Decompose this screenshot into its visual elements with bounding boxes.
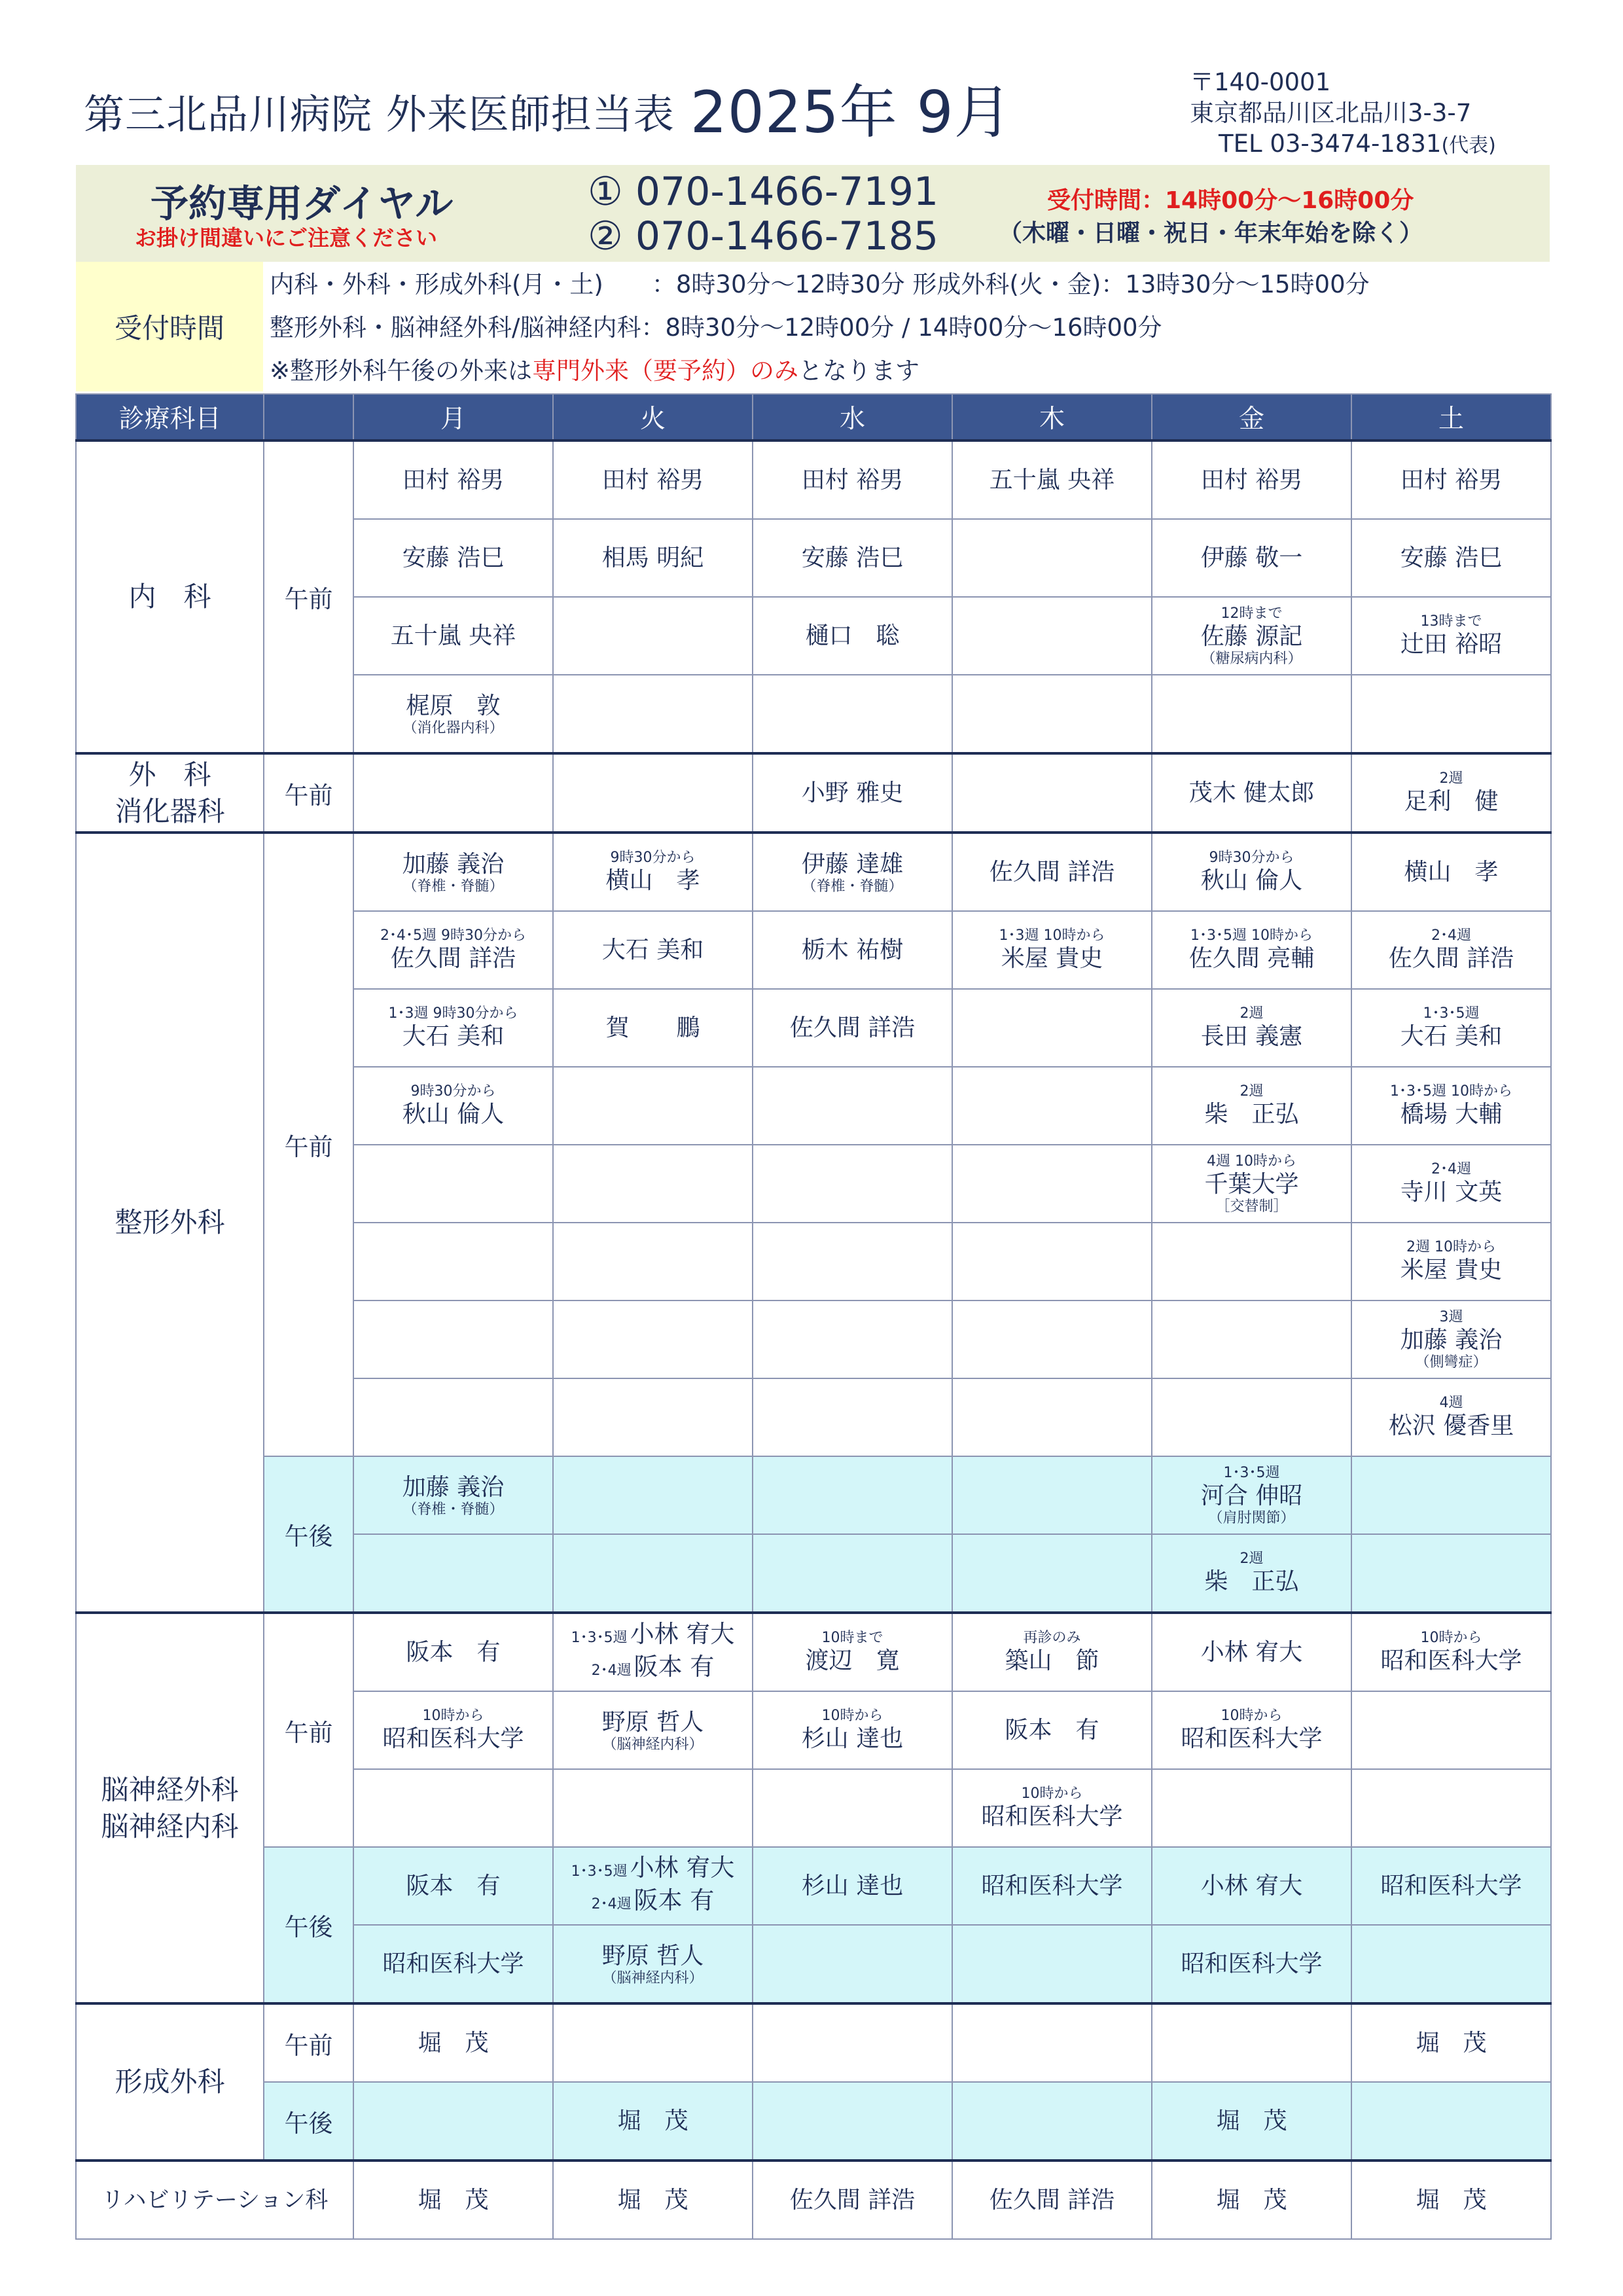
doctor-name: 昭和医科大学	[981, 1872, 1123, 1899]
doctor-name: 梶原 敦	[406, 692, 501, 719]
doctor-name: 堀 茂	[617, 2107, 688, 2134]
doctor-name: 杉山 達也	[801, 1872, 904, 1899]
doctor-name: 秋山 倫人	[1200, 867, 1303, 894]
doctor-name: 堀 茂	[1416, 2186, 1487, 2214]
doctor-name: 昭和医科大学	[981, 1803, 1123, 1830]
dial-phone-1[interactable]: ① 070-1466-7191	[588, 169, 939, 215]
schedule-note: 4週 10時から	[1207, 1153, 1296, 1170]
dial-warning: お掛け間違いにご注意ください	[135, 225, 437, 251]
doctor-name: 足利 健	[1404, 788, 1499, 815]
session-am: 午前	[264, 1613, 353, 1847]
reservation-dial-box	[76, 165, 1550, 262]
doctor-name: 大石 美和	[601, 936, 704, 963]
header-department: 診療科目	[76, 394, 264, 440]
schedule-note: 4週	[1439, 1395, 1463, 1411]
schedule-note: 1･3･5週 10時から	[1390, 1083, 1512, 1100]
doctor-name: 昭和医科大学	[1181, 1950, 1323, 1977]
doctor-name: 辻田 裕昭	[1400, 631, 1503, 658]
doctor-name: 小林 宥大	[630, 1853, 735, 1882]
doctor-name: 橋場 大輔	[1400, 1101, 1503, 1128]
table-frame	[75, 393, 1548, 2296]
doctor-name: 佐久間 詳浩	[390, 945, 516, 972]
header-day: 土	[1351, 394, 1551, 440]
schedule-note: 9時30分から	[410, 1083, 496, 1100]
doctor-name: 堀 茂	[617, 2186, 688, 2214]
doctor-name: 加藤 義治	[1400, 1327, 1503, 1354]
schedule-note: 2･4週	[1431, 1161, 1471, 1177]
department-label: 整形外科	[115, 1206, 225, 1238]
street-address: 東京都品川区北品川3-3-7	[1190, 99, 1472, 127]
specialty-note: （脊椎・脊髄）	[402, 878, 504, 895]
dial-label: 予約専用ダイヤル	[151, 181, 454, 226]
doctor-name: 安藤 浩巳	[402, 544, 505, 571]
year-month: 2025年 9月	[690, 79, 1012, 146]
reception-label: 受付時間	[76, 262, 263, 391]
doctor-name: 横山 孝	[1404, 858, 1499, 886]
doctor-name: 栃木 祐樹	[801, 936, 904, 963]
doctor-name: 堀 茂	[418, 2186, 489, 2214]
schedule-note: 2･4週	[1431, 927, 1471, 944]
doctor-name: 杉山 達也	[801, 1725, 904, 1752]
doctor-name: 阪本 有	[633, 1886, 715, 1914]
doctor-name: 佐久間 詳浩	[989, 858, 1115, 886]
department-label: リハビリテーション科	[101, 2187, 329, 2214]
doctor-name: 佐久間 亮輔	[1188, 945, 1315, 972]
doctor-name: 小林 宥大	[1200, 1638, 1303, 1666]
doctor-name: 野原 哲人	[601, 1708, 704, 1736]
doctor-name: 五十嵐 央祥	[989, 466, 1115, 493]
reception-line-2: 整形外科・脳神経外科/脳神経内科：8時30分～12時00分 / 14時00分～16時00分	[270, 314, 1162, 342]
schedule-note: 1･3週 10時から	[999, 927, 1105, 944]
doctor-name: 茂木 健太郎	[1188, 779, 1315, 806]
doctor-name: 伊藤 達雄	[801, 850, 904, 878]
department-label: 内 科	[128, 581, 211, 613]
specialty-note: ［交替制］	[1215, 1198, 1288, 1215]
doctor-name: 昭和医科大学	[1380, 1647, 1522, 1674]
reception-line-3: ※整形外科午後の外来は専門外来（要予約）のみとなります	[270, 357, 920, 385]
doctor-name: 阪本 有	[406, 1638, 501, 1666]
schedule-note: 3週	[1439, 1309, 1463, 1325]
doctor-name: 伊藤 敬一	[1200, 544, 1303, 571]
schedule-note: 9時30分から	[610, 850, 696, 866]
page-title	[84, 63, 1012, 145]
week-note: 1･3･5週	[571, 1629, 628, 1646]
schedule-note: 10時から	[1420, 1630, 1482, 1646]
doctor-name: 堀 茂	[1216, 2186, 1287, 2214]
schedule-note: 10時から	[1021, 1785, 1083, 1802]
header-day: 月	[353, 394, 553, 440]
doctor-name: 堀 茂	[1216, 2107, 1287, 2134]
schedule-note: 2週	[1240, 1083, 1264, 1100]
session-am: 午前	[264, 753, 353, 833]
doctor-name: 阪本 有	[1005, 1716, 1099, 1744]
doctor-name: 秋山 倫人	[402, 1101, 505, 1128]
reception-line-1: 内科・外科・形成外科(月・土) ：8時30分～12時30分 形成外科(火・金)：13時30分～15時00分	[270, 270, 1370, 298]
specialty-note: （脳神経内科）	[602, 1969, 704, 1986]
doctor-name: 渡辺 寛	[805, 1647, 900, 1674]
session-am: 午前	[264, 833, 353, 1456]
doctor-name: 米屋 貴史	[1400, 1257, 1503, 1283]
header-day: 金	[1152, 394, 1351, 440]
schedule-note: 2週 10時から	[1406, 1239, 1496, 1255]
session-am: 午前	[264, 440, 353, 753]
schedule-note: 1･3･5週	[1223, 1465, 1280, 1481]
schedule-note: 9時30分から	[1209, 850, 1294, 866]
main-phone: TEL 03-3474-1831	[1219, 130, 1442, 158]
doctor-name: 田村 裕男	[1200, 466, 1303, 493]
doctor-name: 寺川 文英	[1400, 1179, 1503, 1206]
doctor-name: 堀 茂	[418, 2029, 489, 2056]
header-day: 火	[553, 394, 753, 440]
department-label: 外 科	[128, 758, 211, 791]
doctor-name: 阪本 有	[633, 1652, 715, 1681]
doctor-name: 佐藤 源記	[1200, 623, 1303, 650]
schedule-note: 1･3週 9時30分から	[388, 1005, 518, 1022]
department-label: 脳神経内科	[101, 1810, 239, 1842]
doctor-name: 五十嵐 央祥	[390, 622, 516, 649]
doctor-name: 樋口 聡	[805, 622, 900, 649]
doctor-name: 昭和医科大学	[1380, 1872, 1522, 1899]
dial-hours-note: （木曜・日曜・祝日・年末年始を除く）	[999, 220, 1423, 247]
dial-phone-2[interactable]: ② 070-1466-7185	[588, 213, 939, 259]
doctor-name: 柴 正弘	[1204, 1101, 1299, 1128]
doctor-name: 築山 節	[1005, 1647, 1099, 1674]
doctor-name: 佐久間 詳浩	[1388, 945, 1514, 972]
hospital-title: 第三北品川病院 外来医師担当表	[84, 90, 675, 138]
department-label: 脳神経外科	[101, 1773, 239, 1806]
doctor-name: 田村 裕男	[801, 466, 904, 493]
header-day: 木	[952, 394, 1152, 440]
session-pm: 午後	[264, 2082, 353, 2161]
doctor-name: 昭和医科大学	[382, 1725, 524, 1752]
doctor-name: 佐久間 詳浩	[789, 2186, 916, 2214]
specialty-note: （脳神経内科）	[602, 1736, 704, 1753]
doctor-name: 長田 義憲	[1200, 1023, 1303, 1050]
doctor-name: 田村 裕男	[601, 466, 704, 493]
doctor-name: 大石 美和	[402, 1023, 505, 1050]
doctor-name: 小林 宥大	[1200, 1872, 1303, 1899]
specialty-note: （脊椎・脊髄）	[802, 878, 903, 895]
doctor-name: 堀 茂	[1416, 2029, 1487, 2056]
doctor-name: 千葉大学	[1204, 1171, 1299, 1198]
department-label: 形成外科	[115, 2066, 225, 2098]
schedule-note: 1･3･5週 10時から	[1190, 927, 1313, 944]
doctor-name: 賀 鵬	[605, 1014, 700, 1041]
specialty-note: （脊椎・脊髄）	[402, 1501, 504, 1518]
dial-hours: 受付時間：14時00分～16時00分	[1047, 187, 1414, 214]
doctor-name: 加藤 義治	[402, 850, 505, 878]
doctor-name: 野原 哲人	[601, 1942, 704, 1969]
schedule-note: 2週	[1240, 1551, 1264, 1567]
schedule-note: 2･4･5週 9時30分から	[380, 927, 526, 944]
schedule-note: 10時から	[1221, 1708, 1283, 1724]
doctor-name: 佐久間 詳浩	[789, 1014, 916, 1041]
main-phone-note: (代表)	[1441, 134, 1496, 157]
doctor-name: 小野 雅史	[801, 779, 904, 806]
specialty-note: （側彎症）	[1415, 1354, 1488, 1371]
specialty-note: （消化器内科）	[402, 719, 504, 736]
session-am: 午前	[264, 2003, 353, 2082]
header-day: 水	[753, 394, 952, 440]
week-note: 1･3･5週	[571, 1863, 628, 1880]
doctor-name: 昭和医科大学	[1181, 1725, 1323, 1752]
schedule-note: 再診のみ	[1023, 1630, 1081, 1646]
doctor-name: 松沢 優香里	[1388, 1412, 1514, 1439]
doctor-name: 安藤 浩巳	[801, 544, 904, 571]
hospital-address	[1190, 67, 1496, 161]
doctor-name: 加藤 義治	[402, 1473, 505, 1501]
doctor-name: 佐久間 詳浩	[989, 2186, 1115, 2214]
doctor-name: 相馬 明紀	[601, 544, 704, 571]
schedule-note: 10時まで	[821, 1630, 883, 1646]
specialty-note: （糖尿病内科）	[1201, 651, 1302, 667]
doctor-name: 安藤 浩巳	[1400, 544, 1503, 571]
schedule-note: 1･3･5週	[1423, 1005, 1480, 1022]
doctor-name: 河合 伸昭	[1200, 1482, 1303, 1509]
doctor-name: 阪本 有	[406, 1872, 501, 1899]
specialty-note: （肩肘関節）	[1208, 1510, 1295, 1526]
schedule-note: 12時まで	[1221, 605, 1283, 622]
schedule-note: 2週	[1439, 770, 1463, 787]
doctor-name: 昭和医科大学	[382, 1950, 524, 1977]
doctor-name: 米屋 貴史	[1001, 945, 1103, 972]
doctor-name: 大石 美和	[1400, 1023, 1503, 1050]
doctor-name: 田村 裕男	[402, 466, 505, 493]
week-note: 2･4週	[591, 1662, 632, 1679]
doctor-name: 横山 孝	[605, 867, 700, 894]
department-label: 消化器科	[115, 795, 225, 827]
week-note: 2･4週	[591, 1895, 632, 1912]
specialist-note: 専門外来（要予約）のみ	[532, 357, 799, 385]
schedule-note: 2週	[1240, 1005, 1264, 1022]
doctor-name: 小林 宥大	[630, 1619, 735, 1648]
schedule-note: 13時まで	[1420, 613, 1482, 630]
postal-code: 〒140-0001	[1190, 68, 1331, 96]
doctor-name: 田村 裕男	[1400, 466, 1503, 493]
session-pm: 午後	[264, 1456, 353, 1613]
schedule-note: 10時から	[422, 1708, 484, 1724]
session-pm: 午後	[264, 1847, 353, 2003]
doctor-name: 柴 正弘	[1204, 1568, 1299, 1595]
schedule-note: 10時から	[821, 1708, 883, 1724]
